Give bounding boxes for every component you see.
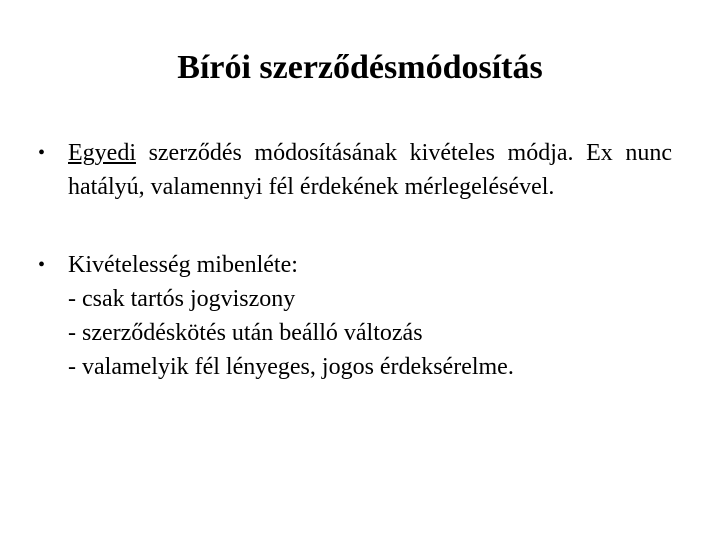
- bullet-icon: •: [38, 254, 46, 276]
- sub-item-change-after-contract: - szerződéskötés után beálló változás: [68, 320, 423, 346]
- bullet-heading: Kivételesség mibenléte:: [68, 252, 298, 278]
- sub-item-long-term: - csak tartós jogviszony: [68, 286, 296, 312]
- sub-item-interest-violation: - valamelyik fél lényeges, jogos érdeksérelme.: [68, 354, 514, 380]
- bullet-text: szerződés módosításának kivételes módja. Ex nunc hatályú, valamennyi fél érdekének mérlegelésével.: [68, 140, 672, 200]
- bullet-item-exceptionality: [38, 248, 672, 384]
- slide-title: Bírói szerződésmódosítás: [177, 49, 543, 86]
- bullet-list: [38, 136, 672, 384]
- underlined-word: Egyedi: [68, 140, 136, 166]
- bullet-icon: •: [38, 142, 46, 164]
- bullet-item-definition: [38, 136, 672, 204]
